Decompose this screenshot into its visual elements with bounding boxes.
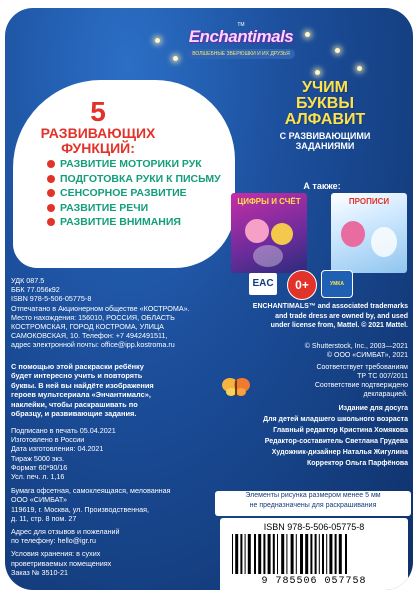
barcode-bar	[240, 534, 242, 574]
functions-heading-line: ФУНКЦИЙ:	[61, 140, 135, 156]
isbn-code: ISBN 978-5-506-05775-8	[11, 294, 92, 304]
barcode-bar	[300, 534, 303, 574]
character-icon	[245, 219, 269, 243]
print-details	[11, 426, 211, 577]
credit-line: Корректор Ольга Парфёнова	[306, 460, 408, 467]
brand-logo	[185, 22, 297, 64]
butterfly-icon	[221, 376, 251, 398]
book-description	[11, 362, 201, 418]
print-detail-line: по телефону: hello@igr.ru	[11, 536, 96, 546]
credits-block	[210, 403, 408, 469]
sparkle-icon	[155, 38, 160, 43]
barcode-bar	[339, 534, 342, 574]
print-detail-line: Тираж 5000 экз.	[11, 453, 65, 463]
functions-heading-line: РАЗВИВАЮЩИХ	[40, 125, 156, 141]
barcode-bar	[268, 534, 271, 574]
description-line: образцу, и развивающие задания.	[11, 409, 137, 419]
description-line: буквы. В ней вы найдёте изображения	[11, 380, 154, 390]
age-rating-badge: 0+	[287, 270, 317, 300]
barcode-digits: 9 785506 057758	[261, 576, 367, 587]
print-detail-line: Усл. печ. л. 1,16	[11, 472, 65, 482]
barcode-bar	[232, 534, 233, 574]
udk-code: УДК 087.5	[11, 276, 45, 285]
barcode-box	[220, 518, 408, 590]
list-item: ПОДГОТОВКА РУКИ К ПИСЬМУ	[47, 173, 233, 186]
barcode-bar	[305, 534, 308, 574]
related-book-cover	[331, 193, 407, 273]
copyright-notice	[210, 342, 408, 360]
print-detail-line: 119619, г. Москва, ул. Производственная,	[11, 504, 150, 514]
barcode-bar	[281, 534, 284, 574]
barcode-bar	[345, 534, 347, 574]
sparkle-icon	[357, 66, 362, 71]
credit-line: Издание для досуга	[338, 405, 408, 412]
printer-address: САМОКОВСКАЯ, 10. Телефон: +7 4942491511,	[11, 331, 168, 341]
barcode-bar	[263, 534, 265, 574]
functions-heading	[23, 126, 173, 156]
also-label: А также:	[303, 181, 341, 191]
logo-name: Enchantimals	[188, 27, 294, 46]
credit-line: Для детей младшего школьного возраста	[263, 416, 408, 423]
title-line: БУКВЫ	[295, 95, 355, 112]
description-line: будет интересно учить и повторять	[11, 371, 143, 381]
printer-address: КОСТРОМСКАЯ, ГОРОД КОСТРОМА, УЛИЦА	[11, 322, 164, 332]
trademark-line: and trade dress are owned by, and used	[275, 312, 408, 320]
sparkle-icon	[173, 56, 178, 61]
print-detail-line: Подписано в печать 05.04.2021	[11, 426, 116, 435]
copyright-line: © ООО «СИМБАТ», 2021	[326, 352, 408, 359]
sparkle-icon	[315, 70, 320, 75]
barcode-bar	[310, 534, 312, 574]
character-icon	[271, 223, 293, 245]
cert-line: Соответствие подтверждено	[314, 382, 408, 389]
barcode-bar	[286, 534, 287, 574]
description-line: наклейки, чтобы раскрашивать по	[11, 399, 138, 409]
logo-tagline: ВОЛШЕБНЫЕ ЗВЕРЮШКИ И ИХ ДРУЗЬЯ	[187, 49, 295, 59]
print-detail-line: Изготовлено в России	[11, 435, 85, 445]
cert-line: ТР ТС 007/2011	[357, 373, 408, 380]
print-detail-line: Условия хранения: в сухих	[11, 549, 101, 559]
list-item: СЕНСОРНОЕ РАЗВИТИЕ	[47, 187, 233, 200]
logo-small-text: TM	[237, 22, 245, 28]
title-line: УЧИМ	[301, 79, 349, 96]
barcode-bar	[248, 534, 251, 574]
barcode-bar	[273, 534, 275, 574]
character-icon	[371, 227, 397, 257]
book-title	[245, 80, 405, 151]
print-detail-line: ООО «СИМБАТ»	[11, 495, 67, 505]
barcode-bar	[315, 534, 317, 574]
sparkle-icon	[305, 32, 310, 37]
sparkle-icon	[335, 48, 340, 53]
barcode-bar	[335, 534, 337, 574]
print-detail-line: Заказ № 3510-21	[11, 567, 68, 577]
barcode-bar	[245, 534, 246, 574]
printer-info: Отпечатано в Акционерном обществе «КОСТРОМА».	[11, 303, 190, 313]
bbk-code: ББК 77.056к92	[11, 285, 60, 295]
character-icon	[253, 245, 283, 267]
print-detail-line: Формат 60*90/16	[11, 462, 68, 472]
barcode-bar	[235, 534, 238, 574]
printer-address: адрес электронной почты: office@ipp.kostroma.ru	[11, 340, 175, 350]
character-icon	[341, 221, 365, 247]
description-line: героев мультсериала «Энчантималс»,	[11, 390, 151, 400]
eac-mark: EAC	[249, 273, 277, 295]
list-item: РАЗВИТИЕ МОТОРИКИ РУК	[47, 158, 233, 171]
print-detail-line: Бумага офсетная, самоклеящаяся, мелованная	[11, 486, 171, 496]
cert-line: Соответствует требованиям	[316, 364, 408, 371]
trademark-line: ENCHANTIMALS™ and associated trademarks	[252, 303, 408, 310]
related-book-cover	[231, 193, 307, 273]
print-detail-line: Адрес для отзывов и пожеланий	[11, 527, 120, 537]
copyright-line: © Shutterstock, Inc., 2003—2021	[304, 343, 408, 350]
credit-line: Главный редактор Кристина Хомякова	[273, 427, 408, 434]
print-detail-line: д. 11, стр. 8 пом. 27	[11, 513, 77, 523]
publisher-logo: УМКА	[321, 270, 353, 298]
list-item: РАЗВИТИЕ ВНИМАНИЯ	[47, 216, 233, 229]
barcode-bar	[258, 534, 261, 574]
subtitle-line: С РАЗВИВАЮЩИМИ	[279, 131, 371, 141]
related-book-title: ЦИФРЫ И СЧЁТ	[237, 197, 301, 206]
title-line: АЛФАВИТ	[284, 111, 366, 128]
barcode-bar	[319, 534, 320, 574]
list-item: РАЗВИТИЕ РЕЧИ	[47, 202, 233, 215]
functions-count: 5	[90, 96, 106, 127]
coloring-warning	[215, 491, 411, 516]
barcode-bar	[254, 534, 256, 574]
cover-background	[5, 8, 413, 590]
barcode-bar	[291, 534, 294, 574]
related-book-title: ПРОПИСИ	[348, 197, 390, 206]
barcode-bar	[277, 534, 278, 574]
barcode-bar	[329, 534, 332, 574]
cert-line: декларацией.	[363, 391, 408, 398]
trademark-line: under license from, Mattel. © 2021 Mattel.	[270, 322, 408, 329]
trademark-notice	[210, 302, 408, 331]
subtitle-line: ЗАДАНИЯМИ	[295, 141, 355, 151]
credit-line: Редактор-составитель Светлана Грудева	[264, 438, 408, 445]
warning-line: Элементы рисунка размером менее 5 мм	[245, 492, 381, 499]
credit-line: Художник-дизайнер Наталья Жигулина	[271, 449, 408, 456]
printer-address: Место нахождения: 156010, РОССИЯ, ОБЛАСТЬ	[11, 312, 175, 322]
publication-info	[11, 276, 211, 350]
barcode-graphic	[230, 534, 398, 574]
print-detail-line: проветриваемых помещениях	[11, 558, 112, 568]
functions-list	[47, 158, 233, 231]
warning-line: не предназначены для раскрашивания	[249, 502, 377, 509]
print-detail-line: Дата изготовления: 04.2021	[11, 444, 104, 454]
description-line: С помощью этой раскраски ребёнку	[11, 362, 144, 371]
barcode-bar	[326, 534, 327, 574]
barcode-isbn: ISBN 978-5-506-05775-8	[263, 522, 365, 532]
barcode-bar	[322, 534, 324, 574]
barcode-bar	[296, 534, 297, 574]
